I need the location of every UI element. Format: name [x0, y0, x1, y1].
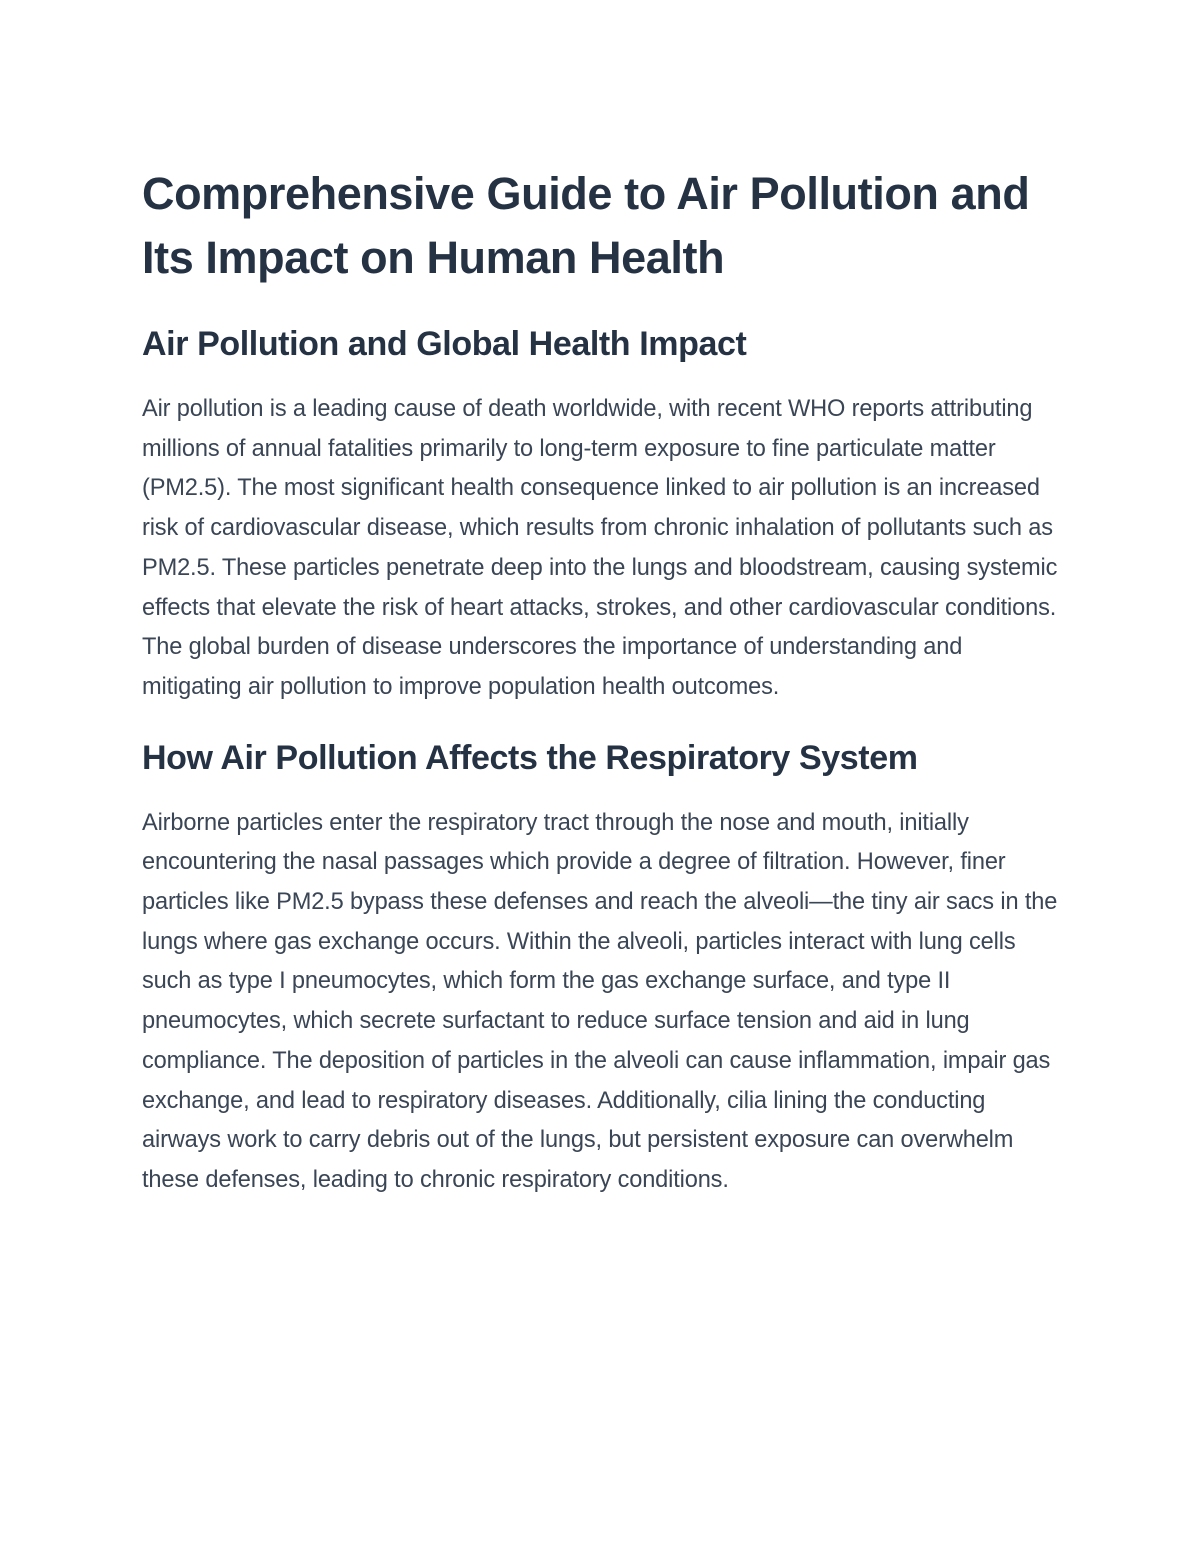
- section-heading-respiratory-system: How Air Pollution Affects the Respiratory System: [142, 738, 918, 777]
- document-page: [142, 162, 1067, 1201]
- section-heading-global-health: Air Pollution and Global Health Impact: [142, 325, 747, 363]
- section-body-respiratory-system: Airborne particles enter the respiratory tract through the nose and mouth, initially encountering the nasal passages which provide a degree of filtration. However, finer particles like PM2.5 bypass these defenses and reach the alveoli—the tiny air sacs in the lungs where gas exchange occurs. Within the alveoli, particles interact with lung cells such as type I pneumocytes, which form the gas exchange surface, and type II pneumocytes, which secrete surfactant to reduce surface tension and aid in lung compliance. The deposition of particles in the alveoli can cause inflammation, impair gas exchange, and lead to respiratory diseases. Additionally, cilia lining the conducting airways work to carry debris out of the lungs, but persistent exposure can overwhelm these defenses, leading to chronic respiratory conditions.: [142, 809, 1058, 1193]
- section-body-global-health: Air pollution is a leading cause of death worldwide, with recent WHO reports attributing millions of annual fatalities primarily to long-term exposure to fine particulate matter (PM2.5). The most significant health consequence linked to air pollution is an increased risk of cardiovascular disease, which results from chronic inhalation of pollutants such as PM2.5. These particles penetrate deep into the lungs and bloodstream, causing systemic effects that elevate the risk of heart attacks, strokes, and other cardiovascular conditions. The global burden of disease underscores the importance of understanding and mitigating air pollution to improve population health outcomes.: [142, 396, 1058, 700]
- document-title: Comprehensive Guide to Air Pollution and Its Impact on Human Health: [142, 168, 1030, 283]
